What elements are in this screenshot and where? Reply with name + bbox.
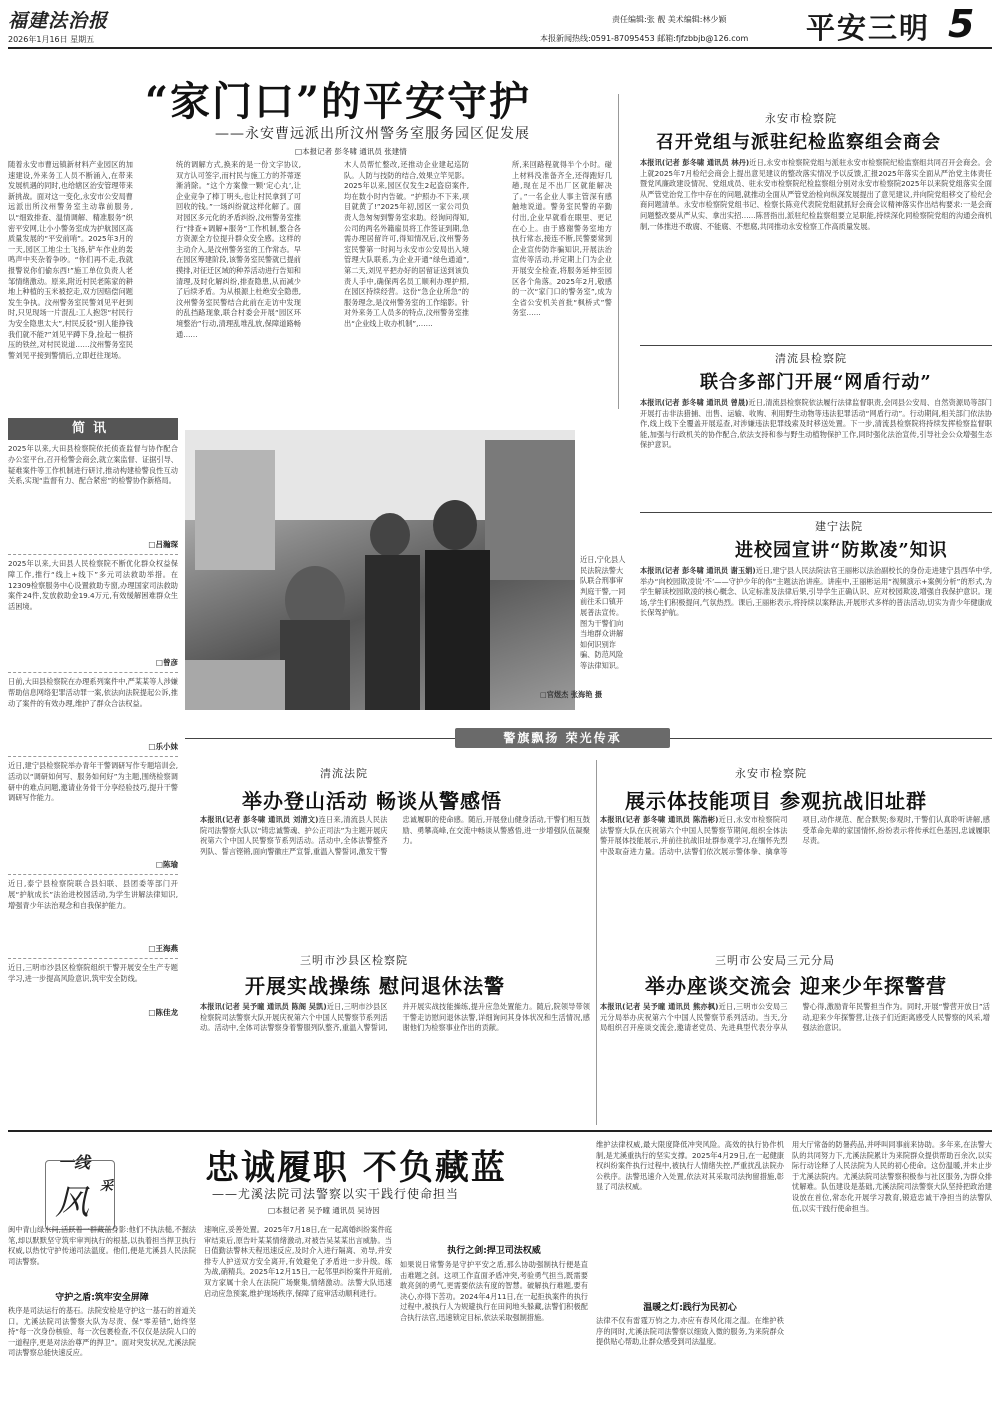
main-story-subtitle: ——永安曹远派出所汶州警务室服务园区促发展 [215,126,530,142]
story-title: 开展实战操练 慰问退休法警 [245,974,505,998]
main-story-byline: □本报记者 彭冬啸 通讯员 张建情 [295,147,407,156]
brief-author: □乐小妹 [148,742,178,751]
issue-date: 2026年1月16日 星期五 [8,35,95,44]
main-story-col1: 随着永安市曹远镇新材料产业园区的加速建设,外来务工人员不断涌入,在带来发展机遇的同时,也给辖区治安管理带来新挑战。面对这一变化,永安市公安局曹远派出所汶州警务室主动靠前服务,以“细致排查、温情调解、精准服务”织密平安网,让小小警务室成为护航园区高质量发展的“平安前哨”。2025年3月的一天,园区工地尘土飞扬,铲车作业的轰鸣声中夹杂着争吵。“你们再不走,我就报警说你们偷东西!”施工单位负责人老邹情绪激动。原来,附近村民老陈家的耕地上种植的玉米被挖走,双方因赔偿问题发生争执。汶州警务室民警刘见平赶到时,只见现场一片混乱:工人抱怨“村民行为安全隐患太大”,村民反驳“别人能挣钱我们就不能?”刘见平蹲下身,捡起一根挤压的铁丝,对村民说道……汶州警务室民警刘见平接到警情后,立即赶往现场。 [8,160,133,360]
photo-credit: □官煜杰 张海艳 摄 [540,690,603,699]
brief-author: □陈佳龙 [148,1008,178,1017]
brief-item: 近日,泰宁县检察院联合县妇联、县团委等部门开展“护航成长”法治进校园活动,为学生讲解法律知识,增强青少年法治观念和自我保护能力。 [8,879,178,910]
story-title: 召开党组与派驻纪检监察组会商会 [656,132,941,153]
story-org: 清流县检察院 [775,352,847,365]
page-number: 5 [948,2,975,46]
news-photo [185,430,575,710]
story-body: 本报讯(记者 彭冬啸 通讯员 林丹)近日,永安市检察院党组与派驻永安市检察院纪检监察组共同召开会商会。会上就2025年7月检纪会商会上提出意见建议的整改落实情况予以反馈,汇报2025年落实全面从严治党主体责任暨党风廉政建设情况、党组成员、驻永安市检察院纪检监察组分别对永安市检察院2025年以来院党组落实全面从严管党治党工作中存在的问题,就推动全面从严管党治检向纵深发展提出了意见建议,并向院党组移交了检纪会商问题清单。永安市检察院党组书记、检察长陈竞代表院党组就抓好会商会议精神落实作出结构要求:一是会商问题整改要从严从实、拿出实招……陈晋指出,派驻纪检监察组要立足职能,持续深化同检察院党组的沟通会商机制,一体推进不敢腐、不能腐、不想腐,共同推动永安检察工作高质量发展。 [640,158,992,231]
main-story-title: “家门口”的平安守护 [145,78,532,125]
column-label-feng: 风 [55,1183,89,1223]
brief-item: 日前,大田县检察院在办理系列案件中,严某某等人涉嫌帮助信息网络犯罪活动罪一案,依法向法院提起公诉,推动了案件的有效办理,维护了群众合法权益。 [8,677,178,708]
feature-title: 忠诚履职 不负藏蓝 [205,1148,507,1188]
story-title: 举办座谈交流会 迎来少年探警营 [645,974,947,998]
feature-col1b: 秩序是司法运行的基石。法院安检是守护这一基石的首道关口。尤溪法院司法警察大队为尽责、保“零差错”,始终坚持“每一次身份核验、每一次包裹检查,不仅仅是法院人口的一道程序,更是对法治尊严的捍卫”。面对突发状况,尤溪法院司法警察总能快速反应。 [8,1306,196,1358]
briefs-heading: 简讯 [8,418,178,440]
story-title: 联合多部门开展“网盾行动” [700,372,932,393]
story-org: 三明市公安局三元分局 [715,954,835,967]
main-story-col3: 木人员帮忙整改,还推动企业建起巡防队。人防与技防的结合,效果立竿见影。2025年以来,园区仅发生2起盗窃案件,均在数小时内告破。“护照办不下来,项目就黄了!”2025年初,园区一家公司负责人急匆匆到警务室求助。经询问得知,公司的两名外籍雇员将工作签证到期,急需办理居留许可,得知情况后,汶州警务室民警第一时间与永安市公安局出入境管理大队联系,为企业开通“绿色通道”,第二天,刘见平把办好的居留证送到该负责人手中,确保两名员工顺利办理护照,在园区持续经营。这份“急企业所急”的服务理念,是汶州警务室的工作缩影。针对外来务工人员多的特点,汶州警务室推出“企业线上收办机制”,…… [344,160,469,328]
feature-col1: 闽中青山绿水间,活跃着一群藏蓝身影:他们不执法槌,不握法笔,却以默默坚守筑牢审判执行的根基,以执着担当捍卫执行权威,以热忱守护传递司法温度。他们,便是尤溪县人民法院司法警察。 [8,1225,196,1266]
story-title: 展示体技能项目 参观抗战旧址群 [625,789,927,813]
brief-author: □吕瀚琛 [148,540,178,549]
story-body: 本报讯(记者 吴予曈 通讯员 熊亦枫)近日,三明市公安局三元分局举办庆祝第六个中国人民警察节系列活动。当天,分局组织召开座谈交流会,邀请老党员、先进典型代表分享从警心得,激励青年民警担当作为。同时,开展“警营开放日”活动,迎来少年探警营,让孩子们近距离感受人民警察的风采,增强法治意识。 [600,1002,990,1033]
feature-subhead: 温暖之灯:践行为民初心 [643,1303,737,1313]
feature-col4b: 法律不仅有雷霆万钧之力,亦应有春风化雨之温。在维护秩序的同时,尤溪法院司法警察以细致入微的服务,为来院群众提供贴心帮助,让群众感受到司法温度。 [596,1316,784,1347]
story-org: 清流法院 [320,767,368,780]
story-org: 三明市沙县区检察院 [300,954,408,967]
header-rule [8,47,992,49]
feature-col4: 维护法律权威,最大限度降低冲突风险。高效的执行协作机制,是尤溪重执行的坚实支撑。2025年4月29日,在一起健康权纠纷案件执行过程中,被执行人情绪失控,严重扰乱法院办公秩序。法警迅速介入处置,依法对其采取司法拘留措施,彰显了司法权威。 [596,1140,784,1192]
editors-credit: 责任编辑:张 靓 美术编辑:林少颖 [612,15,727,24]
brief-author: □曾彦 [155,658,178,667]
story-org: 永安市检察院 [735,767,807,780]
column-label-frame [45,1160,115,1230]
feature-col3: 如果说日常警务是守护平安之盾,那么协助强制执行便是直击难题之剑。这项工作直面矛盾冲突,考验勇气担当,既需要敢亮剑的勇气,更需要依法有度的智慧。破解执行难题,要有决心,亦得下苦功。2024年4月11日,在一起拒执案件的执行过程中,被执行人为规避执行在田间地头躲藏,法警们积极配合执行法官,迅速锁定目标,依法采取强制措施。 [400,1260,588,1322]
feature-subhead: 守护之盾:筑牢安全屏障 [55,1293,149,1303]
brief-author: □王海燕 [148,944,178,953]
brief-item: 近日,三明市沙县区检察院组织干警开展安全生产专题学习,进一步提高风险意识,筑牢安全防线。 [8,963,178,983]
story-body: 本报讯(记者 彭冬啸 通讯员 曾晟)近日,清流县检察院依法履行法律监督职责,会同县公安局、自然资源局等部门开展打击非法猎捕、出售、运输、收购、利用野生动物等违法犯罪活动“网盾行动”。行动期间,相关部门依法协作,线上线下全覆盖开展巡查,对涉嫌违法犯罪线索及时移送处置。下一步,清流县检察院将持续发挥检察监督职能,加强与行政机关的协作配合,依法支持和参与野生动植物保护工作,同时强化法治宣传,引导社会公众增强生态保护意识。 [640,398,992,450]
section-title: 平安三明 [806,11,931,45]
column-label-cai: 采 [100,1179,114,1194]
story-body: 本报讯(记者 彭冬啸 通讯员 陈浩彬)近日,永安市检察院司法警察大队在庆祝第六个中国人民警察节期间,组织全体法警开展体技能展示,并前往抗战旧址群参观学习,在缅怀先烈中汲取奋进力量。活动中,法警们依次展示警体拳、擒拿等项目,动作规范、配合默契;参观时,干警们认真聆听讲解,感受革命先辈的家国情怀,纷纷表示将传承红色基因,忠诚履职尽责。 [600,815,990,856]
feature-subhead: 执行之剑:捍卫司法权威 [447,1246,541,1256]
brief-item: 2025年以来,大田县检察院依托侦查监督与协作配合办公室平台,召开检警会商会,就立案监督、证据引导、疑难案件等工作机制进行研讨,推动构建检警良性互动关系,实现“监督有力、配合紧密”的检警协作新格局。 [8,444,178,486]
feature-byline: □本报记者 吴予曈 通讯员 吴诗因 [268,1206,380,1215]
brief-item: 2025年以来,大田县人民检察院不断优化群众权益保障工作,推行“线上+线下”多元司法救助举措。在12309检察服务中心设置救助专窗,办理国家司法救助案件24件,发放救助金19.4万元,有效缓解困难群众生活困境。 [8,559,178,612]
main-story-col4: 所,来回路程就得半个小时。碰上材料没准备齐全,还得跑好几趟,现在足不出厂区就能解决了。”一名企业人事主管深有感触地说道。警务室民警的辛勤付出,企业早就看在眼里、更记在心上。由于感谢警务室地方执行常态,接连不断,民警要常到企业宣传防诈骗知识,开展法治宣传等活动,并定期上门为企业开展安全检查,将服务延伸至园区各个角落。2025年2月,敬感的一次“家门口的警务室”,成为全省公安机关首批“枫桥式”警务室…… [512,160,612,318]
photo-caption: 近日,宁化县人民法院法警大队联合刑事审判庭干警,一同前往禾口镇开展普法宣传。图为干警们向当地群众讲解如何识别诈骗、防范风险等法律知识。 [580,555,626,670]
column-label-yixian: 一线 [58,1153,91,1172]
feature-col2: 速响应,妥善处置。2025年7月18日,在一起离婚纠纷案件庭审结束后,原告叶某某情绪激动,对被告吴某某出言威胁。当日值勤法警林天程迅速反应,及时介入进行隔离、劝导,并安排专人护送双方安全离开,有效避免了矛盾进一步升级。练为战,硝精兵。2025年12月15日,一起邻里纠纷案件开庭前,双方家属十余人在法院广场聚集,情绪激动。法警大队迅速启动应急预案,维护现场秩序,保障了庭审活动顺利进行。 [204,1225,392,1298]
story-title: 举办登山活动 畅谈从警感悟 [242,789,502,813]
column-divider [618,94,619,409]
main-story-col2: 统的调解方式,换来的是一份文字协议,双方认可签字,而村民与施工方的芥蒂逐渐消除。“这个方案像一颗‘定心丸’,让企业竞争了棒丁明头,也让村民拿到了可回收的钱。”一场纠纷就这样化解了。面对园区多元化的矛盾纠纷,汶州警务室推行“排查+调解+服务”工作机制,整合各方资源全方位提升群众安全感。这样的主动介入,是汶州警务室的工作常态。早在园区筹建阶段,该警务室民警就已提前摸排,对征迁区域的种养活动进行告知和清理,及时化解纠纷,排查隐患,从而减少了后续矛盾。为从根源上杜绝安全隐患,汶州警务室民警结合此前在走访中发现的乱挡路现象,联合村委会开展“园区环境整治”行动,清理乱堆乱放,保障道路畅通…… [176,160,301,339]
story-body: 本报讯(记者 彭冬啸 通讯员 谢玉娟)近日,建宁县人民法院法官王丽彬以法治副校长的身份走进建宁县西华中学,举办“向校园欺凌说‘不’——守护少年的你”主题法治讲座。讲座中,王丽彬运用“视频演示+案例分析”的形式,为学生解读校园欺凌的核心概念、认定标准及法律后果,引导学生正确认识、应对校园欺凌,增强自我保护意识。现场,学生们积极提问,气氛热烈。课后,王丽彬表示,将持续以案释法,开展形式多样的普法活动,切实为青少年健康成长保驾护航。 [640,566,992,618]
briefs-column [8,444,178,1106]
news-hotline: 本报新闻热线:0591-87095453 邮箱:fjfzbbjb@126.com [540,34,749,43]
feature-col5: 用大厅常备的防暑药品,并呼叫同事前来协助。多年来,在法警大队的共同努力下,尤溪法院累计为来院群众提供帮助百余次,以实际行动诠释了人民法院为人民的初心使命。这份温暖,并未止步于尤溪法院内。尤溪法院司法警察积极参与社区服务,为群众排忧解难。队伍建设是基础,尤溪法院司法警察大队坚持把政治建设放在首位,常态化开展学习教育,锻造忠诚干净担当的法警队伍,以实干践行使命担当。 [792,1140,992,1213]
masthead: 福建法治报 [8,10,109,32]
story-body: 本报讯(记者 吴予曈 通讯员 陈阁 吴凯)近日,三明市沙县区检察院司法警察大队开展庆祝第六个中国人民警察节系列活动。活动中,全体司法警察身着警服列队整齐,重温入警誓词,并开展实战技能操练,提升应急处置能力。随后,院领导带领干警走访慰问退休法警,详细询问其身体状况和生活情况,感谢他们为检察事业作出的贡献。 [200,1002,590,1033]
banner-label: 警旗飘扬 荣光传承 [455,728,670,748]
photo-illustration [185,430,575,710]
story-org: 建宁法院 [815,520,863,533]
story-org: 永安市检察院 [765,112,837,125]
story-body: 本报讯(记者 彭冬啸 通讯员 刘清文)连日来,清流县人民法院司法警察大队以“铸忠诚警魂、护公正司法”为主题开展庆祝第六个中国人民警察节系列活动。活动中,全体法警整齐列队、誓言铿锵,面向警徽庄严宣誓,重温入警誓词,激发干警忠诚履职的使命感。随后,开展登山健身活动,干警们相互鼓励、勇攀高峰,在交流中畅谈从警感悟,进一步增强队伍凝聚力。 [200,815,590,856]
story-title: 进校园宣讲“防欺凌”知识 [735,540,948,561]
feature-subtitle: ——尤溪法院司法警察以实干践行使命担当 [212,1187,460,1201]
brief-item: 近日,建宁县检察院举办青年干警调研写作专题培训会,活动以“调研如何写、服务如何好”为主题,围绕检察调研中的难点问题,邀请业务骨干分享经验技巧,提升干警调研写作能力。 [8,761,178,803]
brief-author: □陈瑜 [155,860,178,869]
